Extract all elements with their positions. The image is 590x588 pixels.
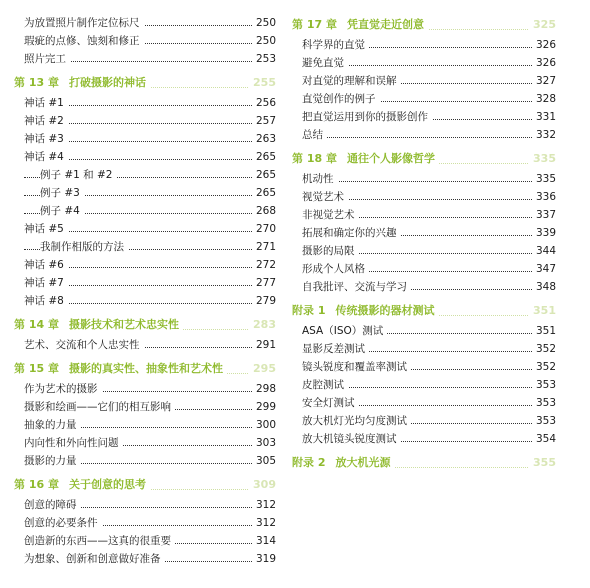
toc-entry	[14, 256, 276, 274]
chapter-label	[292, 148, 439, 170]
toc-entry	[14, 496, 276, 514]
page-number: 265	[252, 166, 276, 184]
toc-entry	[14, 112, 276, 130]
page-number: 298	[252, 380, 276, 398]
entry-title: 摄影的局限	[302, 242, 359, 260]
entry-title: 创意的障碍	[24, 496, 81, 514]
entry-title: 对直觉的理解和误解	[302, 72, 401, 90]
entry-title: 显影反差测试	[302, 340, 369, 358]
toc-chapter-heading	[14, 314, 276, 336]
entry-title: 神话 #8	[24, 292, 68, 310]
entry-title: 例子 #4	[40, 202, 84, 220]
toc-entry	[14, 14, 276, 32]
page-number: 326	[532, 54, 556, 72]
entry-title: 抽象的力量	[24, 416, 81, 434]
entry-title: 神话 #4	[24, 148, 68, 166]
toc-entry	[14, 130, 276, 148]
chapter-title: 摄影的真实性、抽象性和艺术性	[68, 362, 223, 375]
toc-chapter-heading	[292, 14, 556, 36]
dot-leader	[302, 181, 556, 182]
chapter-number: 第 14 章	[14, 318, 59, 331]
toc-entry	[14, 32, 276, 50]
page-number: 253	[252, 50, 276, 68]
entry-title: 科学界的直觉	[302, 36, 369, 54]
chapter-title: 凭直觉走近创意	[346, 18, 424, 31]
page-number: 272	[252, 256, 276, 274]
toc-entry	[14, 166, 276, 184]
chapter-number: 第 13 章	[14, 76, 59, 89]
page-number: 291	[252, 336, 276, 354]
chapter-number: 第 15 章	[14, 362, 59, 375]
toc-entry	[14, 94, 276, 112]
page-number: 351	[532, 322, 556, 340]
entry-title: 例子 #3	[40, 184, 84, 202]
chapter-label	[14, 358, 227, 380]
page-number: 319	[252, 550, 276, 568]
page-number: 314	[252, 532, 276, 550]
toc-entry	[14, 416, 276, 434]
toc-entry	[292, 54, 556, 72]
toc-entry	[14, 202, 276, 220]
page-number: 263	[252, 130, 276, 148]
chapter-label	[14, 474, 150, 496]
toc-chapter-heading	[14, 474, 276, 496]
toc-entry	[14, 532, 276, 550]
entry-title: 放大机灯光均匀度测试	[302, 412, 411, 430]
page-number: 279	[252, 292, 276, 310]
page-number: 299	[252, 398, 276, 416]
toc-entry	[14, 452, 276, 470]
chapter-title: 摄影技术和艺术忠实性	[68, 318, 179, 331]
entry-title: 创造新的东西——这真的很重要	[24, 532, 175, 550]
page-number: 328	[532, 90, 556, 108]
entry-title: 神话 #5	[24, 220, 68, 238]
toc-entry	[292, 72, 556, 90]
entry-title: 安全灯测试	[302, 394, 359, 412]
page-number: 312	[252, 496, 276, 514]
page-number: 339	[532, 224, 556, 242]
toc-chapter-heading	[14, 358, 276, 380]
toc-entry	[292, 126, 556, 144]
toc-entry	[14, 380, 276, 398]
entry-title: 避免直觉	[302, 54, 348, 72]
entry-title: 放大机镜头锐度测试	[302, 430, 401, 448]
toc-entry	[14, 434, 276, 452]
toc-entry	[292, 242, 556, 260]
entry-title: 为想象、创新和创意做好准备	[24, 550, 165, 568]
toc-entry	[292, 358, 556, 376]
toc-entry	[292, 206, 556, 224]
page-number: 355	[529, 452, 556, 474]
toc-entry	[292, 108, 556, 126]
entry-title: 神话 #3	[24, 130, 68, 148]
page-number: 331	[532, 108, 556, 126]
page-number: 351	[529, 300, 556, 322]
page-number: 305	[252, 452, 276, 470]
page-number: 309	[249, 474, 276, 496]
toc-entry	[14, 148, 276, 166]
entry-title: 非视觉艺术	[302, 206, 359, 224]
toc-chapter-heading	[292, 452, 556, 474]
chapter-number: 第 17 章	[292, 18, 337, 31]
toc-entry	[292, 340, 556, 358]
page-number: 325	[529, 14, 556, 36]
toc-column-left	[14, 14, 276, 568]
page-number: 327	[532, 72, 556, 90]
page-number: 268	[252, 202, 276, 220]
page-number: 250	[252, 14, 276, 32]
chapter-title: 放大机光源	[335, 456, 391, 469]
page-number: 337	[532, 206, 556, 224]
page-number: 326	[532, 36, 556, 54]
toc-entry	[292, 394, 556, 412]
entry-title: 瑕疵的点修、蚀刻和修正	[24, 32, 144, 50]
entry-title: 艺术、交流和个人忠实性	[24, 336, 144, 354]
toc-entry	[292, 224, 556, 242]
entry-title: 把直觉运用到你的摄影创作	[302, 108, 432, 126]
chapter-number: 第 18 章	[292, 152, 337, 165]
page-number: 256	[252, 94, 276, 112]
chapter-title: 传统摄影的器材测试	[335, 304, 435, 317]
toc-entry	[14, 238, 276, 256]
entry-title: 例子 #1 和 #2	[40, 166, 116, 184]
toc-entry	[292, 412, 556, 430]
entry-title: 皮腔测试	[302, 376, 348, 394]
entry-title: 直觉创作的例子	[302, 90, 380, 108]
page-number: 255	[249, 72, 276, 94]
entry-title: 形成个人风格	[302, 260, 369, 278]
toc-entry	[14, 184, 276, 202]
entry-title: 神话 #7	[24, 274, 68, 292]
entry-title: 总结	[302, 126, 327, 144]
page-number: 335	[532, 170, 556, 188]
page-number: 352	[532, 340, 556, 358]
page-number: 300	[252, 416, 276, 434]
page-number: 265	[252, 184, 276, 202]
page-number: 354	[532, 430, 556, 448]
entry-title: 神话 #6	[24, 256, 68, 274]
page-number: 257	[252, 112, 276, 130]
toc-entry	[14, 550, 276, 568]
page-number: 271	[252, 238, 276, 256]
toc-column-right	[292, 14, 556, 474]
chapter-number: 第 16 章	[14, 478, 59, 491]
entry-title: 摄影和绘画——它们的相互影响	[24, 398, 175, 416]
chapter-label	[14, 314, 183, 336]
page-number: 352	[532, 358, 556, 376]
page-number: 347	[532, 260, 556, 278]
entry-title: 内向性和外向性问题	[24, 434, 123, 452]
page-number: 335	[529, 148, 556, 170]
chapter-title: 通往个人影像哲学	[346, 152, 435, 165]
toc-entry	[292, 170, 556, 188]
toc-entry	[292, 260, 556, 278]
entry-title: 镜头锐度和覆盖率测试	[302, 358, 411, 376]
entry-title: 照片完工	[24, 50, 70, 68]
toc-entry	[292, 376, 556, 394]
page-number: 277	[252, 274, 276, 292]
dot-leader	[302, 137, 556, 138]
page-number: 353	[532, 376, 556, 394]
toc-entry	[292, 90, 556, 108]
chapter-number: 附录 1	[292, 304, 326, 317]
page-number: 312	[252, 514, 276, 532]
chapter-label	[292, 452, 394, 474]
toc-entry	[14, 50, 276, 68]
page-number: 270	[252, 220, 276, 238]
toc-chapter-heading	[292, 148, 556, 170]
chapter-title: 打破摄影的神话	[68, 76, 146, 89]
entry-title: 自我批评、交流与学习	[302, 278, 411, 296]
chapter-label	[292, 300, 438, 322]
page-number: 265	[252, 148, 276, 166]
toc-entry	[14, 336, 276, 354]
page-number: 332	[532, 126, 556, 144]
page-number: 344	[532, 242, 556, 260]
toc-entry	[292, 36, 556, 54]
entry-title: 神话 #1	[24, 94, 68, 112]
chapter-label	[292, 14, 428, 36]
toc-entry	[14, 514, 276, 532]
page-number: 353	[532, 394, 556, 412]
entry-title: 摄影的力量	[24, 452, 81, 470]
entry-title: 拓展和确定你的兴趣	[302, 224, 401, 242]
toc-entry	[14, 398, 276, 416]
page-number: 336	[532, 188, 556, 206]
toc-chapter-heading	[14, 72, 276, 94]
toc-entry	[292, 430, 556, 448]
page-number: 303	[252, 434, 276, 452]
entry-title: 机动性	[302, 170, 338, 188]
toc-chapter-heading	[292, 300, 556, 322]
page-number: 295	[249, 358, 276, 380]
toc-entry	[292, 188, 556, 206]
toc-entry	[14, 274, 276, 292]
chapter-title: 关于创意的思考	[68, 478, 146, 491]
entry-title: 为放置照片制作定位标尺	[24, 14, 144, 32]
toc-entry	[292, 278, 556, 296]
toc-entry	[14, 292, 276, 310]
entry-title: 作为艺术的摄影	[24, 380, 102, 398]
entry-title: 创意的必要条件	[24, 514, 102, 532]
toc-entry	[14, 220, 276, 238]
entry-title: 视觉艺术	[302, 188, 348, 206]
page-number: 250	[252, 32, 276, 50]
chapter-label	[14, 72, 150, 94]
entry-title: 神话 #2	[24, 112, 68, 130]
page-number: 283	[249, 314, 276, 336]
toc-entry	[292, 322, 556, 340]
entry-title: ASA（ISO）测试	[302, 322, 387, 340]
entry-title: 我制作相版的方法	[40, 238, 128, 256]
page-number: 348	[532, 278, 556, 296]
page-number: 353	[532, 412, 556, 430]
chapter-number: 附录 2	[292, 456, 326, 469]
